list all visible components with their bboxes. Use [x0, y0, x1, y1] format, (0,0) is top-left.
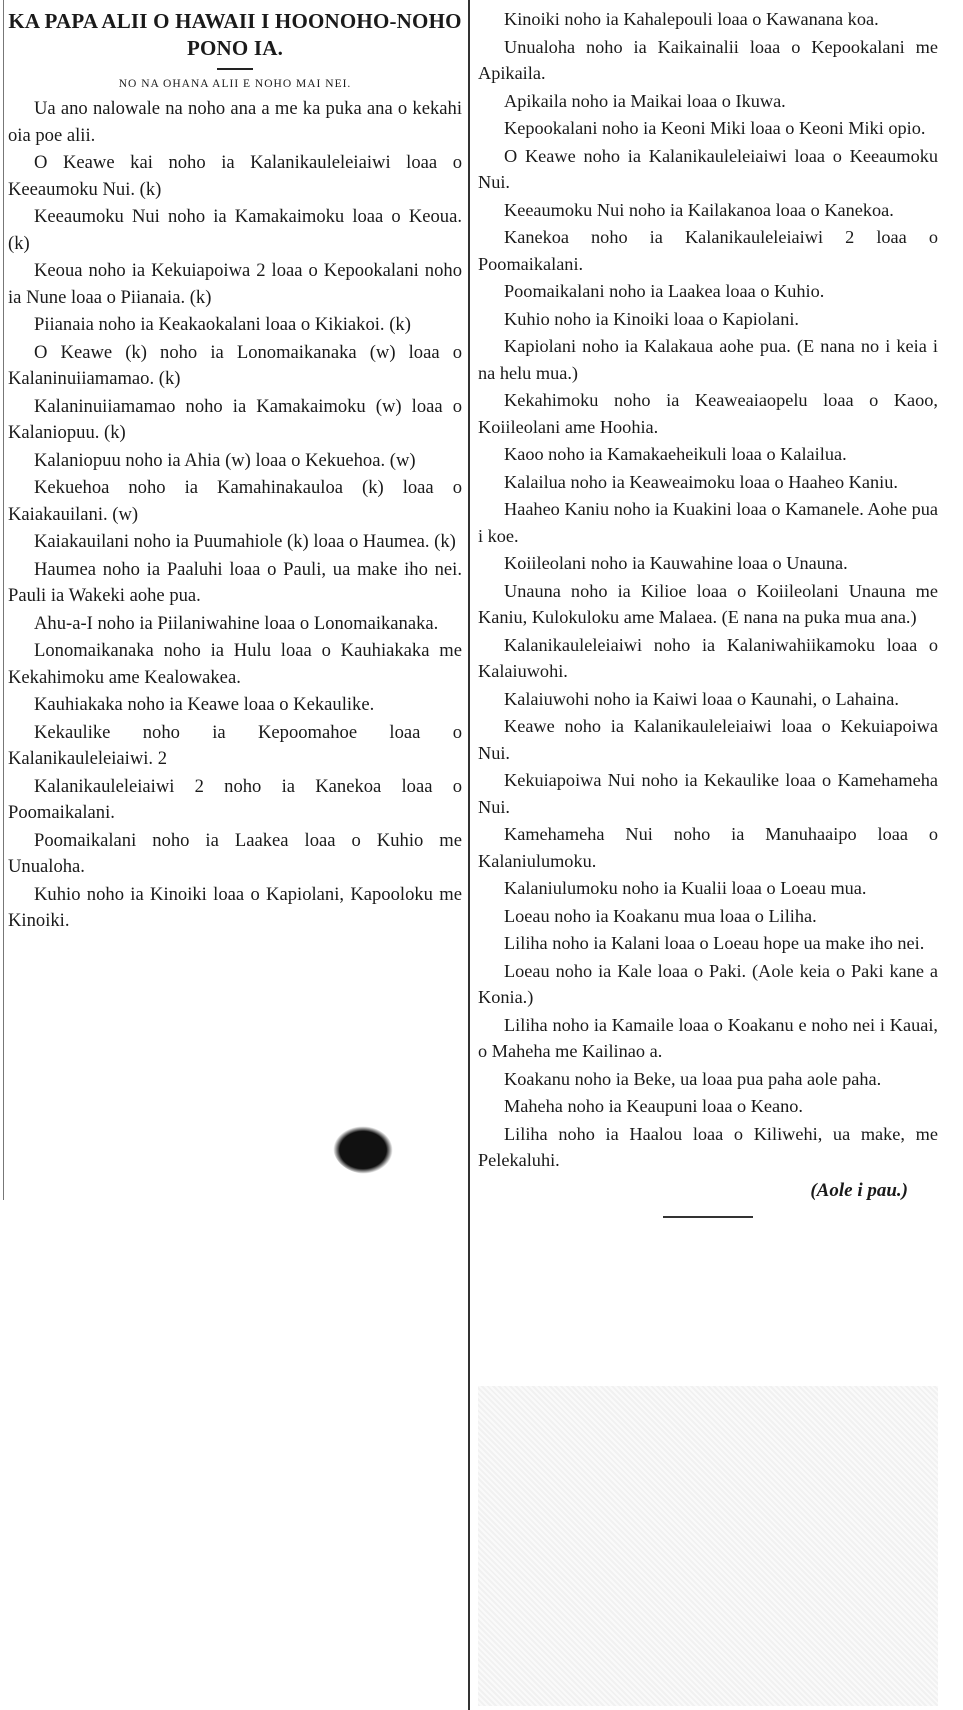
genealogy-paragraph: Liliha noho ia Kalani loaa o Loeau hope ua make iho nei. — [504, 933, 925, 953]
genealogy-paragraph: Kalailua noho ia Keaweaimoku loaa o Haaheo Kaniu. — [504, 471, 898, 492]
left-margin-rule — [3, 0, 4, 1200]
genealogy-paragraph: Maheha noho ia Keaupuni loaa o Keano. — [504, 1096, 803, 1116]
genealogy-paragraph: Kalanikauleleiaiwi noho ia Kalaniwahiikamoku loaa o Kalaiuwohi. — [478, 634, 938, 681]
genealogy-paragraph: Kanekoa noho ia Kalanikauleleiaiwi 2 loaa o Poomaikalani. — [478, 227, 938, 274]
genealogy-paragraph: O Keawe kai noho ia Kalanikauleleiaiwi loaa o Keeaumoku Nui. (k) — [8, 152, 462, 200]
genealogy-paragraph: Unualoha noho ia Kaikainalii loaa o Kepookalani me Apikaila. — [478, 36, 938, 83]
genealogy-paragraph: Kalaninuiiamamao noho ia Kamakaimoku (w) loaa o Kalaniopuu. (k) — [8, 395, 462, 443]
genealogy-paragraph: Keeaumoku Nui noho ia Kailakanoa loaa o Kanekoa. — [504, 199, 894, 220]
genealogy-paragraph: Loeau noho ia Kale loaa o Paki. (Aole keia o Paki kane a Konia.) — [478, 960, 938, 1007]
left-column-body — [8, 96, 462, 935]
genealogy-paragraph: Apikaila noho ia Maikai loaa o Ikuwa. — [504, 90, 786, 111]
genealogy-paragraph: Piianaia noho ia Keakaokalani loaa o Kikiakoi. (k) — [34, 314, 411, 335]
column-divider — [468, 0, 470, 1710]
genealogy-paragraph: Kapiolani noho ia Kalakaua aohe pua. (E nana no i keia i na helu mua.) — [478, 336, 938, 383]
genealogy-paragraph: Liliha noho ia Kamaile loaa o Koakanu e noho nei i Kauai, o Maheha me Kailinao a. — [478, 1014, 938, 1061]
genealogy-paragraph: Kekuiapoiwa Nui noho ia Kekaulike loaa o Kamehameha Nui. — [478, 770, 938, 817]
genealogy-paragraph: Kekahimoku noho ia Keaweaiaopelu loaa o Kaoo, Koiileolani ame Hoohia. — [478, 390, 938, 437]
ink-blot — [333, 1126, 393, 1174]
genealogy-paragraph: Lonomaikanaka noho ia Hulu loaa o Kauhiakaka me Kekahimoku ame Kealowakea. — [8, 640, 462, 688]
genealogy-paragraph: Kinoiki noho ia Kahalepouli loaa o Kawanana koa. — [504, 9, 879, 29]
genealogy-paragraph: Poomaikalani noho ia Laakea loaa o Kuhio. — [504, 281, 825, 301]
genealogy-paragraph: O Keawe (k) noho ia Lonomaikanaka (w) loaa o Kalaninuiiamamao. (k) — [8, 341, 462, 389]
genealogy-paragraph: Kaoo noho ia Kamakaeheikuli loaa o Kalailua. — [504, 444, 847, 464]
headline-rule — [217, 68, 253, 70]
genealogy-paragraph: Ua ano nalowale na noho ana a me ka puka ana o kekahi oia poe alii. — [8, 98, 462, 146]
genealogy-paragraph: Keoua noho ia Kekuiapoiwa 2 loaa o Kepookalani noho ia Nune loaa o Piianaia. (k) — [8, 260, 462, 308]
genealogy-paragraph: Kaiakauilani noho ia Puumahiole (k) loaa o Haumea. (k) — [34, 531, 456, 552]
genealogy-paragraph: Kuhio noho ia Kinoiki loaa o Kapiolani. — [504, 308, 799, 329]
right-column-body — [478, 6, 938, 1174]
article-headline: KA PAPA ALII O HAWAII I HOONOHO-NOHO PONO IA. — [8, 9, 462, 60]
genealogy-paragraph: Koiileolani noho ia Kauwahine loaa o Unauna. — [504, 553, 848, 573]
genealogy-paragraph: Kalaiuwohi noho ia Kaiwi loaa o Kaunahi, o Lahaina. — [504, 688, 899, 709]
genealogy-paragraph: Ahu-a-I noho ia Piilaniwahine loaa o Lonomaikanaka. — [34, 612, 439, 634]
genealogy-paragraph: Kekuehoa noho ia Kamahinakauloa (k) loaa o Kaiakauilani. (w) — [8, 477, 462, 525]
genealogy-paragraph: Liliha noho ia Haalou loaa o Kiliwehi, ua make, me Pelekaluhi. — [478, 1123, 938, 1170]
genealogy-paragraph: Koakanu noho ia Beke, ua loaa pua paha aole paha. — [504, 1068, 882, 1089]
genealogy-paragraph: Haaheo Kaniu noho ia Kuakini loaa o Kamanele. Aohe pua i koe. — [478, 499, 938, 546]
genealogy-paragraph: Kauhiakaka noho ia Keawe loaa o Kekaulike. — [34, 694, 375, 715]
article-subheading: NO NA OHANA ALII E NOHO MAI NEI. — [118, 78, 352, 90]
genealogy-paragraph: Kalaniopuu noho ia Ahia (w) loaa o Kekuehoa. (w) — [34, 449, 416, 471]
paper-texture — [478, 1386, 938, 1706]
genealogy-paragraph: Loeau noho ia Koakanu mua loaa o Liliha. — [504, 905, 817, 926]
end-rule — [663, 1216, 753, 1218]
genealogy-paragraph: Haumea noho ia Paaluhi loaa o Pauli, ua make iho nei. Pauli ia Wakeki aohe pua. — [8, 558, 462, 606]
continued-note: (Aole i pau.) — [810, 1179, 908, 1201]
genealogy-paragraph: Keawe noho ia Kalanikauleleiaiwi loaa o Kekuiapoiwa Nui. — [478, 716, 938, 763]
genealogy-paragraph: Unauna noho ia Kilioe loaa o Koiileolani Unauna me Kaniu, Kulokuloku ame Malaea. (E nana na puka mua ana.) — [478, 580, 938, 627]
genealogy-paragraph: O Keawe noho ia Kalanikauleleiaiwi loaa o Keeaumoku Nui. — [478, 145, 938, 192]
genealogy-paragraph: Kuhio noho ia Kinoiki loaa o Kapiolani, Kapooloku me Kinoiki. — [8, 883, 462, 931]
genealogy-paragraph: Kalaniulumoku noho ia Kualii loaa o Loeau mua. — [504, 878, 867, 898]
genealogy-paragraph: Kamehameha Nui noho ia Manuhaaipo loaa o Kalaniulumoku. — [478, 824, 938, 871]
genealogy-paragraph: Kekaulike noho ia Kepoomahoe loaa o Kalanikauleleiaiwi. 2 — [8, 721, 462, 769]
genealogy-paragraph: Kalanikauleleiaiwi 2 noho ia Kanekoa loaa o Poomaikalani. — [8, 775, 462, 823]
left-column — [8, 6, 462, 936]
right-column — [478, 6, 938, 1218]
genealogy-paragraph: Poomaikalani noho ia Laakea loaa o Kuhio me Unualoha. — [8, 829, 462, 877]
genealogy-paragraph: Kepookalani noho ia Keoni Miki loaa o Keoni Miki opio. — [504, 118, 926, 138]
genealogy-paragraph: Keeaumoku Nui noho ia Kamakaimoku loaa o Keoua. (k) — [8, 206, 462, 254]
